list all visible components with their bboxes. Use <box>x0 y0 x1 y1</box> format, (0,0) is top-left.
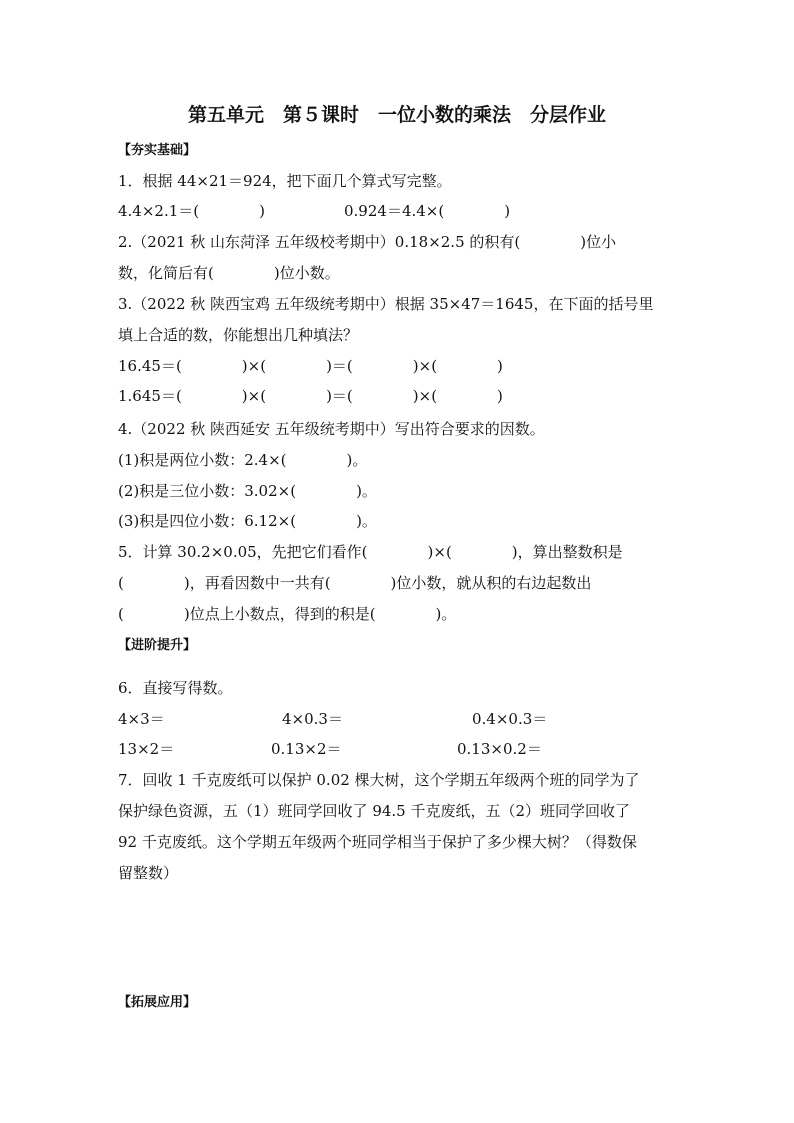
q3-row2: 1.645＝( )×( )＝( )×( ) <box>118 387 503 405</box>
q5-line1: 5．计算 30.2×0.05，先把它们看作( )×( )，算出整数积是 <box>118 543 623 561</box>
q6-r2-c2: 0.13×2＝ <box>271 740 342 758</box>
q7-line1: 7．回收 1 千克废纸可以保护 0.02 棵大树，这个学期五年级两个班的同学为了 <box>118 771 640 789</box>
q1-b: 0.924＝4.4×( ) <box>344 202 511 220</box>
q6-stem: 6．直接写得数。 <box>118 679 233 697</box>
q7-line3: 92 千克废纸。这个学期五年级两个班同学相当于保护了多少棵大树？（得数保 <box>118 833 637 851</box>
q7-line4: 留整数） <box>118 864 179 882</box>
q2-line2: 数，化简后有( )位小数。 <box>118 264 340 282</box>
q6-r1-c3: 0.4×0.3＝ <box>472 710 548 728</box>
q2-line1: 2.（2021 秋 山东菏泽 五年级校考期中）0.18×2.5 的积有( )位小 <box>118 233 617 251</box>
q3-line1: 3.（2022 秋 陕西宝鸡 五年级统考期中）根据 35×47＝1645，在下面的括号里 <box>118 295 654 313</box>
q4-stem: 4.（2022 秋 陕西延安 五年级统考期中）写出符合要求的因数。 <box>118 420 545 438</box>
q1-a: 4.4×2.1＝( ) <box>118 202 265 220</box>
q4-part1: (1)积是两位小数：2.4×( )。 <box>118 451 368 469</box>
q1-stem: 1．根据 44×21＝924，把下面几个算式写完整。 <box>118 172 452 190</box>
q6-r2-c1: 13×2＝ <box>118 740 175 758</box>
q7-line2: 保护绿色资源，五（1）班同学回收了 94.5 千克废纸，五（2）班同学回收了 <box>118 802 631 820</box>
q6-r1-c2: 4×0.3＝ <box>282 710 343 728</box>
q3-row1: 16.45＝( )×( )＝( )×( ) <box>118 357 503 375</box>
section-header-basic: 【夯实基础】 <box>118 143 197 158</box>
page-title: 第五单元 第５课时 一位小数的乘法 分层作业 <box>187 104 606 126</box>
q4-part3: (3)积是四位小数：6.12×( )。 <box>118 512 377 530</box>
q6-r1-c1: 4×3＝ <box>118 710 165 728</box>
section-header-extension: 【拓展应用】 <box>118 995 197 1010</box>
q4-part2: (2)积是三位小数：3.02×( )。 <box>118 482 377 500</box>
q5-line3: ( )位点上小数点，得到的积是( )。 <box>118 605 457 623</box>
section-header-advanced: 【进阶提升】 <box>118 638 197 653</box>
q6-r2-c3: 0.13×0.2＝ <box>457 740 542 758</box>
q3-line2: 填上合适的数，你能想出几种填法？ <box>118 326 359 344</box>
q5-line2: ( )，再看因数中一共有( )位小数，就从积的右边起数出 <box>118 574 592 592</box>
